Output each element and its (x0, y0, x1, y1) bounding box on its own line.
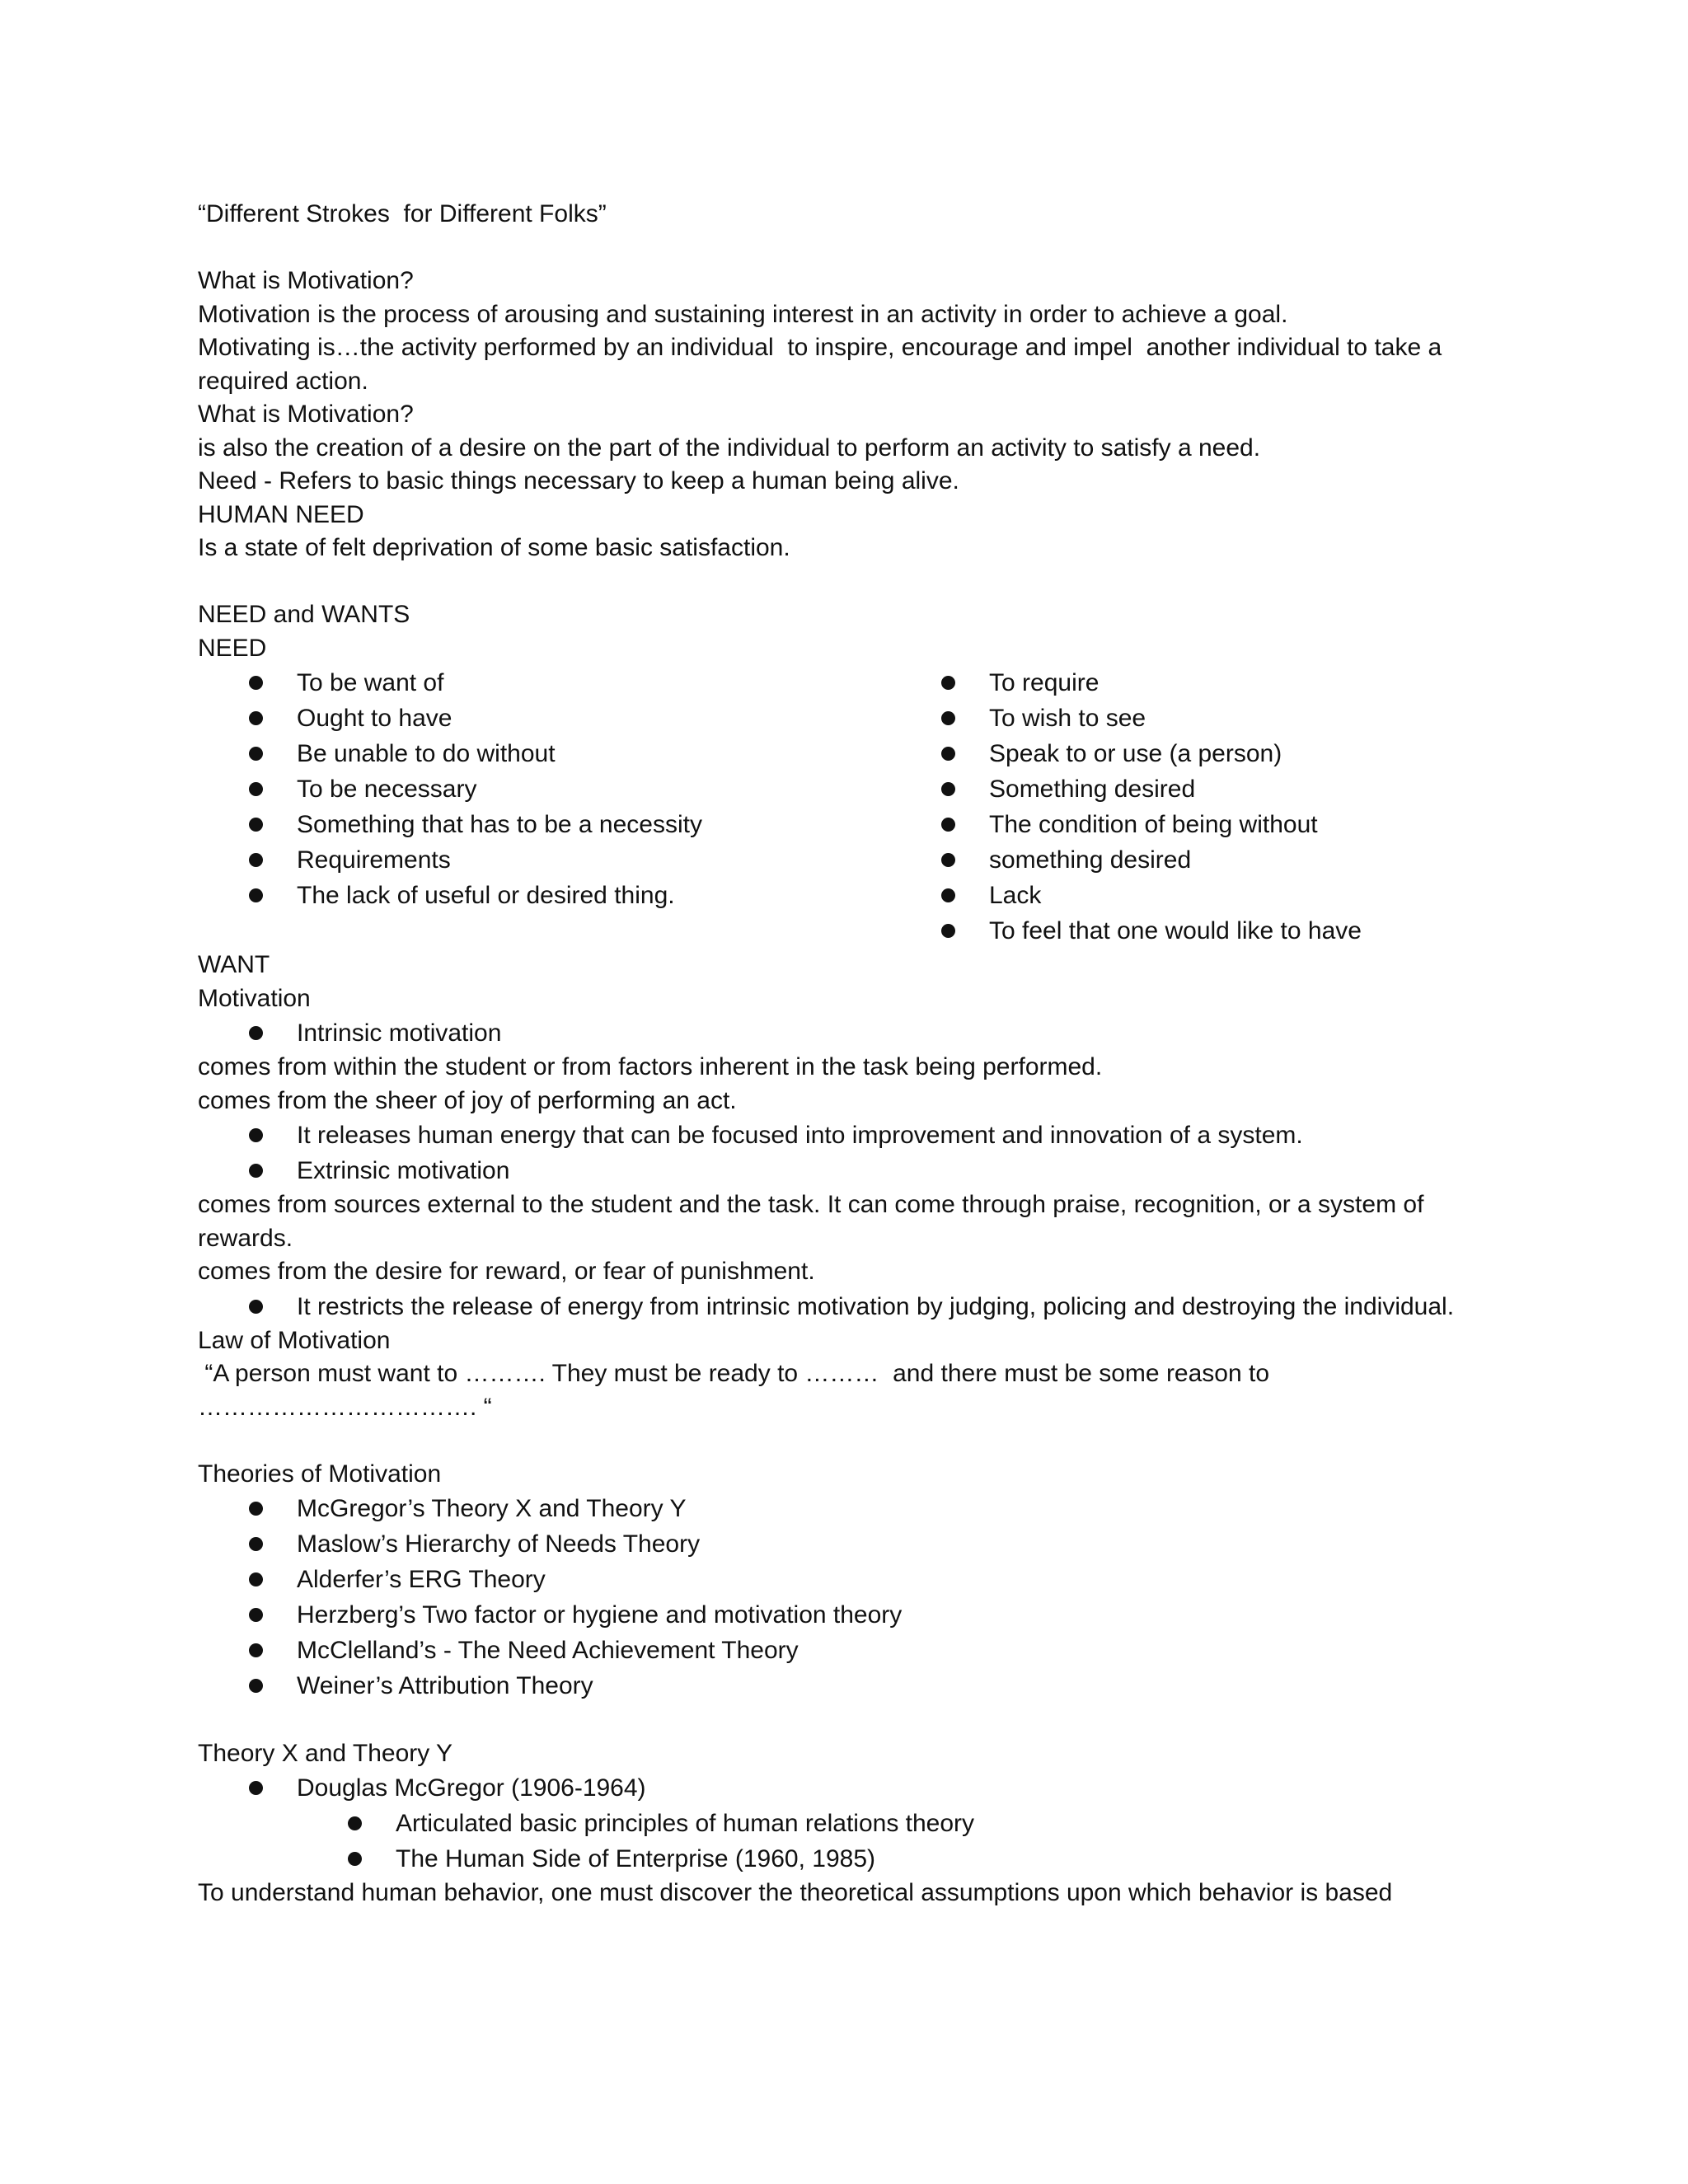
list-item: It restricts the release of energy from intrinsic motivation by judging, policing and destroying the individual. (198, 1289, 1500, 1324)
list-item: The condition of being without (890, 807, 1500, 842)
list-item: something desired (890, 842, 1500, 878)
list-item: Be unable to do without (198, 736, 890, 771)
bullet-icon (941, 747, 955, 761)
list-item: McClelland’s - The Need Achievement Theory (198, 1633, 1500, 1668)
definition-motivating: Motivating is…the activity performed by an individual to inspire, encourage and impel another individual to take a required action. (198, 334, 1449, 395)
mcgregor-sublist (198, 1806, 1500, 1877)
list-item: To be necessary (198, 771, 890, 807)
heading-what-is-motivation-2: What is Motivation? (198, 401, 414, 428)
spacer (198, 232, 1500, 265)
spacer (198, 565, 1500, 599)
want-list (890, 665, 1500, 949)
extrinsic-list (198, 1289, 1500, 1324)
list-item: Extrinsic motivation (198, 1153, 1500, 1188)
extrinsic-text-2: comes from the desire for reward, or fear of punishment. (198, 1258, 815, 1285)
want-column (890, 665, 1500, 949)
document-title: “Different Strokes for Different Folks” (198, 200, 607, 227)
list-item: Maslow’s Hierarchy of Needs Theory (198, 1526, 1500, 1562)
intrinsic-text-1: comes from within the student or from factors inherent in the task being performed. (198, 1053, 1103, 1080)
intrinsic-text-2: comes from the sheer of joy of performing an act. (198, 1086, 737, 1114)
heading-theories: Theories of Motivation (198, 1460, 442, 1488)
spacer (198, 1424, 1500, 1458)
bullet-icon (941, 818, 955, 832)
bullet-icon (941, 676, 955, 690)
bullet-icon (249, 711, 263, 725)
bullet-icon (249, 1643, 263, 1657)
need-column (198, 665, 890, 949)
bullet-icon (249, 1572, 263, 1586)
definition-need: Need - Refers to basic things necessary to keep a human being alive. (198, 467, 959, 494)
label-want: WANT (198, 951, 270, 978)
list-item: Herzberg’s Two factor or hygiene and motivation theory (198, 1597, 1500, 1633)
list-item: Speak to or use (a person) (890, 736, 1500, 771)
bullet-icon (249, 676, 263, 690)
bullet-icon (249, 1502, 263, 1516)
list-item: It releases human energy that can be focused into improvement and innovation of a system. (198, 1118, 1500, 1153)
bullet-icon (941, 924, 955, 938)
bullet-icon (249, 1300, 263, 1314)
bullet-icon (249, 747, 263, 761)
extrinsic-text-1: comes from sources external to the student and the task. It can come through praise, recognition, or a system of rewards. (198, 1191, 1431, 1252)
definition-motivation: Motivation is the process of arousing and sustaining interest in an activity in order to achieve a goal. (198, 300, 1288, 328)
document-page (198, 198, 1500, 1910)
bullet-icon (249, 1537, 263, 1551)
list-item: Lack (890, 878, 1500, 913)
list-item: Something that has to be a necessity (198, 807, 890, 842)
bullet-icon (348, 1816, 362, 1830)
heading-what-is-motivation: What is Motivation? (198, 267, 414, 294)
spacer (198, 1704, 1500, 1737)
bullet-icon (941, 853, 955, 867)
bullet-icon (348, 1852, 362, 1866)
list-item: Requirements (198, 842, 890, 878)
bullet-icon (941, 888, 955, 902)
list-item: Intrinsic motivation (198, 1015, 1500, 1051)
heading-theory-x-y: Theory X and Theory Y (198, 1739, 453, 1767)
list-item: Alderfer’s ERG Theory (198, 1562, 1500, 1597)
closing-line: To understand human behavior, one must discover the theoretical assumptions upon which behavior is based (198, 1879, 1393, 1906)
list-item: Something desired (890, 771, 1500, 807)
mcgregor-list (198, 1770, 1500, 1806)
bullet-icon (249, 1679, 263, 1693)
bullet-icon (249, 1608, 263, 1622)
list-item: McGregor’s Theory X and Theory Y (198, 1491, 1500, 1526)
motivation-types-list (198, 1118, 1500, 1188)
list-item: The lack of useful or desired thing. (198, 878, 890, 913)
bullet-icon (249, 782, 263, 796)
law-quote-line-1: “A person must want to ………. They must be ready to ……… and there must be some reason to (198, 1360, 1270, 1387)
heading-need-and-wants: NEED and WANTS (198, 601, 410, 628)
list-item: Weiner’s Attribution Theory (198, 1668, 1500, 1704)
bullet-icon (249, 818, 263, 832)
list-item: The Human Side of Enterprise (1960, 1985) (198, 1841, 1500, 1877)
bullet-icon (249, 1026, 263, 1040)
intrinsic-list (198, 1015, 1500, 1051)
definition-human-need: Is a state of felt deprivation of some basic satisfaction. (198, 534, 790, 561)
bullet-icon (249, 853, 263, 867)
label-need: NEED (198, 634, 267, 662)
heading-human-need: HUMAN NEED (198, 500, 364, 528)
list-item: Ought to have (198, 701, 890, 736)
list-item: Articulated basic principles of human relations theory (198, 1806, 1500, 1841)
list-item: To be want of (198, 665, 890, 701)
bullet-icon (941, 711, 955, 725)
heading-law-of-motivation: Law of Motivation (198, 1326, 391, 1354)
bullet-icon (941, 782, 955, 796)
bullet-icon (249, 1164, 263, 1178)
definition-desire: is also the creation of a desire on the part of the individual to perform an activity to satisfy a need. (198, 434, 1261, 462)
label-motivation: Motivation (198, 984, 311, 1012)
need-list (198, 665, 890, 913)
bullet-icon (249, 888, 263, 902)
law-quote-line-2: ……………………………. “ (198, 1393, 492, 1421)
list-item: To feel that one would like to have (890, 913, 1500, 949)
need-want-columns (198, 665, 1500, 949)
list-item: Douglas McGregor (1906-1964) (198, 1770, 1500, 1806)
list-item: To require (890, 665, 1500, 701)
bullet-icon (249, 1128, 263, 1142)
bullet-icon (249, 1781, 263, 1795)
theories-list (198, 1491, 1500, 1704)
list-item: To wish to see (890, 701, 1500, 736)
